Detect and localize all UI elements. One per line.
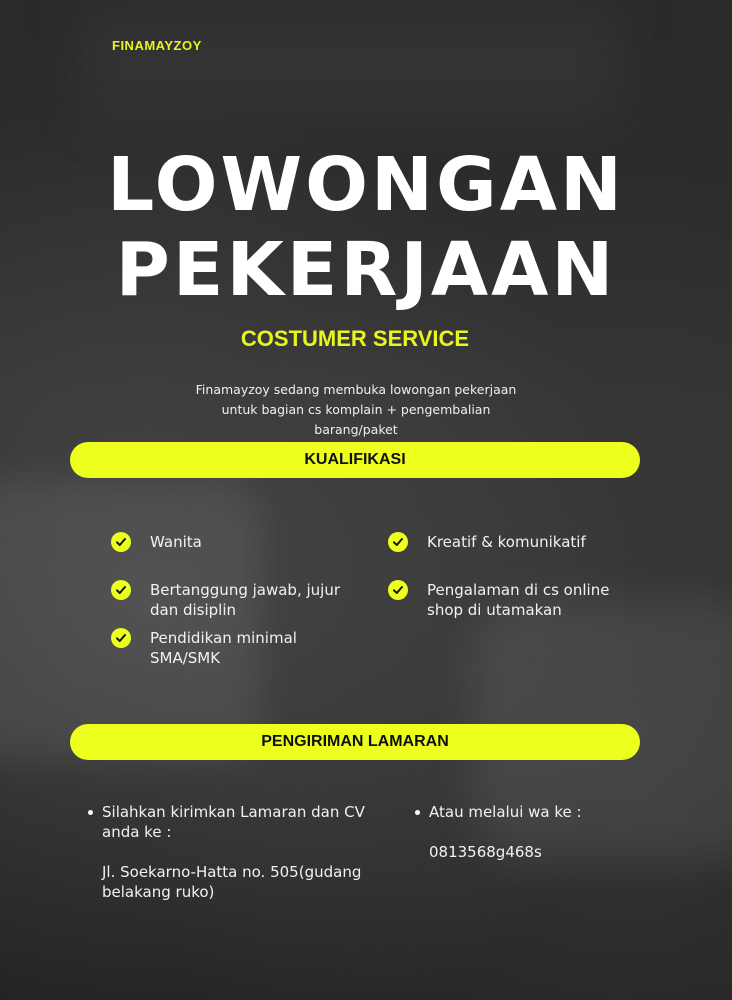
application-address [102, 862, 361, 902]
qualification-text [150, 532, 202, 552]
instruction-line: anda ke : [102, 823, 172, 841]
qualification-text [150, 580, 340, 620]
application-instruction [88, 802, 365, 842]
qualification-line: dan disiplin [150, 601, 237, 619]
position-subtitle: COSTUMER SERVICE [240, 326, 470, 351]
instruction-line: Silahkan kirimkan Lamaran dan CV [102, 803, 365, 821]
application-heading-label: PENGIRIMAN LAMARAN [261, 733, 449, 750]
background-shape-left [0, 480, 260, 760]
application-heading [70, 724, 640, 760]
title-line-1: LOWONGAN [107, 142, 625, 228]
bullet-icon [415, 810, 420, 815]
qualification-item [111, 580, 340, 620]
whatsapp-number: 0813568g468s [429, 843, 542, 861]
qualification-line: Wanita [150, 533, 202, 551]
background-shape-top [80, 0, 620, 120]
intro-line: untuk bagian cs komplain + pengembalian [221, 402, 491, 417]
intro-line: Finamayzoy sedang membuka lowongan pekerjaan [195, 382, 517, 397]
check-circle-icon [111, 532, 131, 552]
address-line: belakang ruko) [102, 883, 215, 901]
qualifications-heading [70, 442, 640, 478]
check-circle-icon [388, 532, 408, 552]
title-line-2: PEKERJAAN [115, 227, 617, 313]
check-circle-icon [388, 580, 408, 600]
qualifications-heading-label: KUALIFIKASI [304, 451, 406, 468]
check-circle-icon [111, 628, 131, 648]
address-line: Jl. Soekarno-Hatta no. 505(gudang [102, 863, 362, 881]
intro-line: barang/paket [314, 422, 398, 437]
qualification-text [427, 580, 609, 620]
qualification-text [150, 628, 297, 668]
brand-name: FINAMAYZOY [112, 38, 202, 53]
qualification-item [388, 532, 586, 552]
qualification-line: Kreatif & komunikatif [427, 533, 586, 551]
check-circle-icon [111, 580, 131, 600]
qualification-line: Pengalaman di cs online [427, 581, 610, 599]
qualification-line: SMA/SMK [150, 649, 221, 667]
qualification-text [427, 532, 586, 552]
whatsapp-instruction [415, 802, 582, 822]
qualification-item [111, 532, 202, 552]
qualification-item [388, 580, 609, 620]
qualification-line: shop di utamakan [427, 601, 562, 619]
qualification-item [111, 628, 297, 668]
qualification-line: Pendidikan minimal [150, 629, 297, 647]
application-instruction-text [102, 802, 365, 842]
bullet-icon [88, 810, 93, 815]
qualification-line: Bertanggung jawab, jujur [150, 581, 341, 599]
intro-paragraph [170, 380, 542, 440]
whatsapp-instruction-text: Atau melalui wa ke : [429, 803, 582, 821]
